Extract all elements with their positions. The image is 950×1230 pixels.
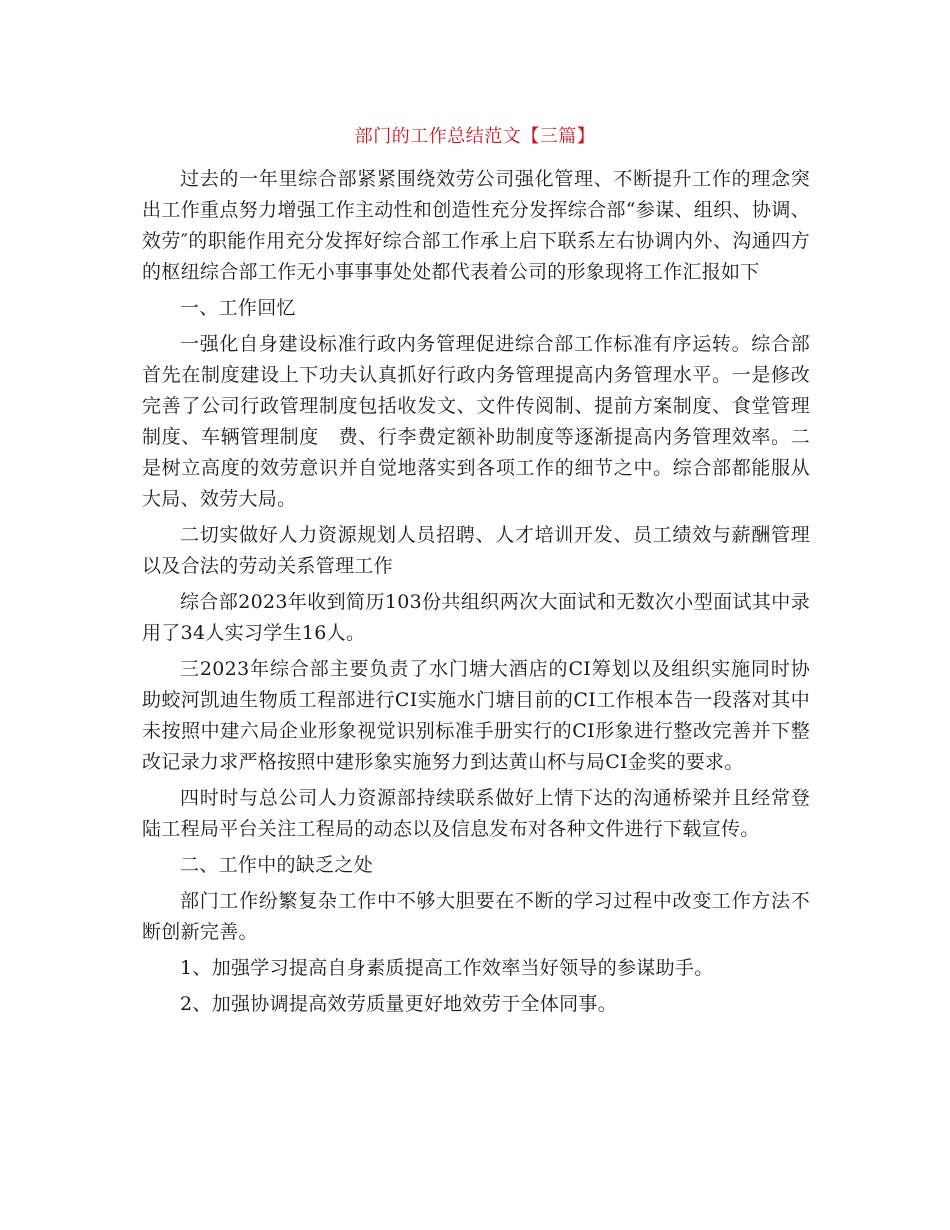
list-item-2: 2、加强协调提高效劳质量更好地效劳于全体同事。 — [180, 993, 617, 1015]
document-title: 部门的工作总结范文【三篇】 — [354, 126, 596, 147]
section-heading-shortcomings: 二、工作中的缺乏之处 — [180, 854, 374, 876]
paragraph-item-4: 四时时与总公司人力资源部持续联系做好上情下达的沟通桥梁并且经常登陆工程局平台关注工程局的动态以及信息发布对各种文件进行下载宣传。 — [142, 787, 810, 840]
paragraph-intro: 过去的一年里综合部紧紧围绕效劳公司强化管理、不断提升工作的理念突出工作重点努力增强工作主动性和创造性充分发挥综合部“参谋、组织、协调、效劳″的职能作用充分发挥好综合部工作承上启下联系左右协调内外、沟通四方的枢纽综合部工作无小事事事处处都代表着公司的形象现将工作汇报如下 — [142, 168, 810, 283]
document-body — [142, 164, 810, 1025]
list-item-1: 1、加强学习提高自身素质提高工作效率当好领导的参谋助手。 — [180, 957, 714, 979]
paragraph-shortcomings: 部门工作纷繁复杂工作中不够大胆要在不断的学习过程中改变工作方法不断创新完善。 — [142, 890, 810, 943]
paragraph-item-2: 二切实做好人力资源规划人员招聘、人才培训开发、员工绩效与薪酬管理以及合法的劳动关系管理工作 — [142, 524, 810, 577]
paragraph-item-1: 一强化自身建设标准行政内务管理促进综合部工作标准有序运转。综合部首先在制度建设上下功夫认真抓好行政内务管理提高内务管理水平。一是修改完善了公司行政管理制度包括收发文、文件传阅制、提前方案制度、食堂管理制度、车辆管理制度 费、行李费定额补助制度等逐渐提高内务管理效率。二是树立高度的效劳意识并自觉地落实到各项工作的细节之中。综合部都能服从大局、效劳大局。 — [142, 333, 810, 510]
section-heading-review: 一、工作回忆 — [180, 297, 296, 319]
paragraph-recruitment: 综合部2023年收到简历103份共组织两次大面试和无数次小型面试其中录用了34人实习学生16人。 — [142, 591, 810, 644]
paragraph-item-3: 三2023年综合部主要负责了水门塘大酒店的CI筹划以及组织实施同时协助蛟河凯迪生物质工程部进行CI实施水门塘目前的CI工作根本告一段落对其中未按照中建六局企业形象视觉识别标准手册实行的CI形象进行整改完善并下整改记录力求严格按照中建形象实施努力到达黄山杯与局CI金奖的要求。 — [142, 658, 810, 773]
